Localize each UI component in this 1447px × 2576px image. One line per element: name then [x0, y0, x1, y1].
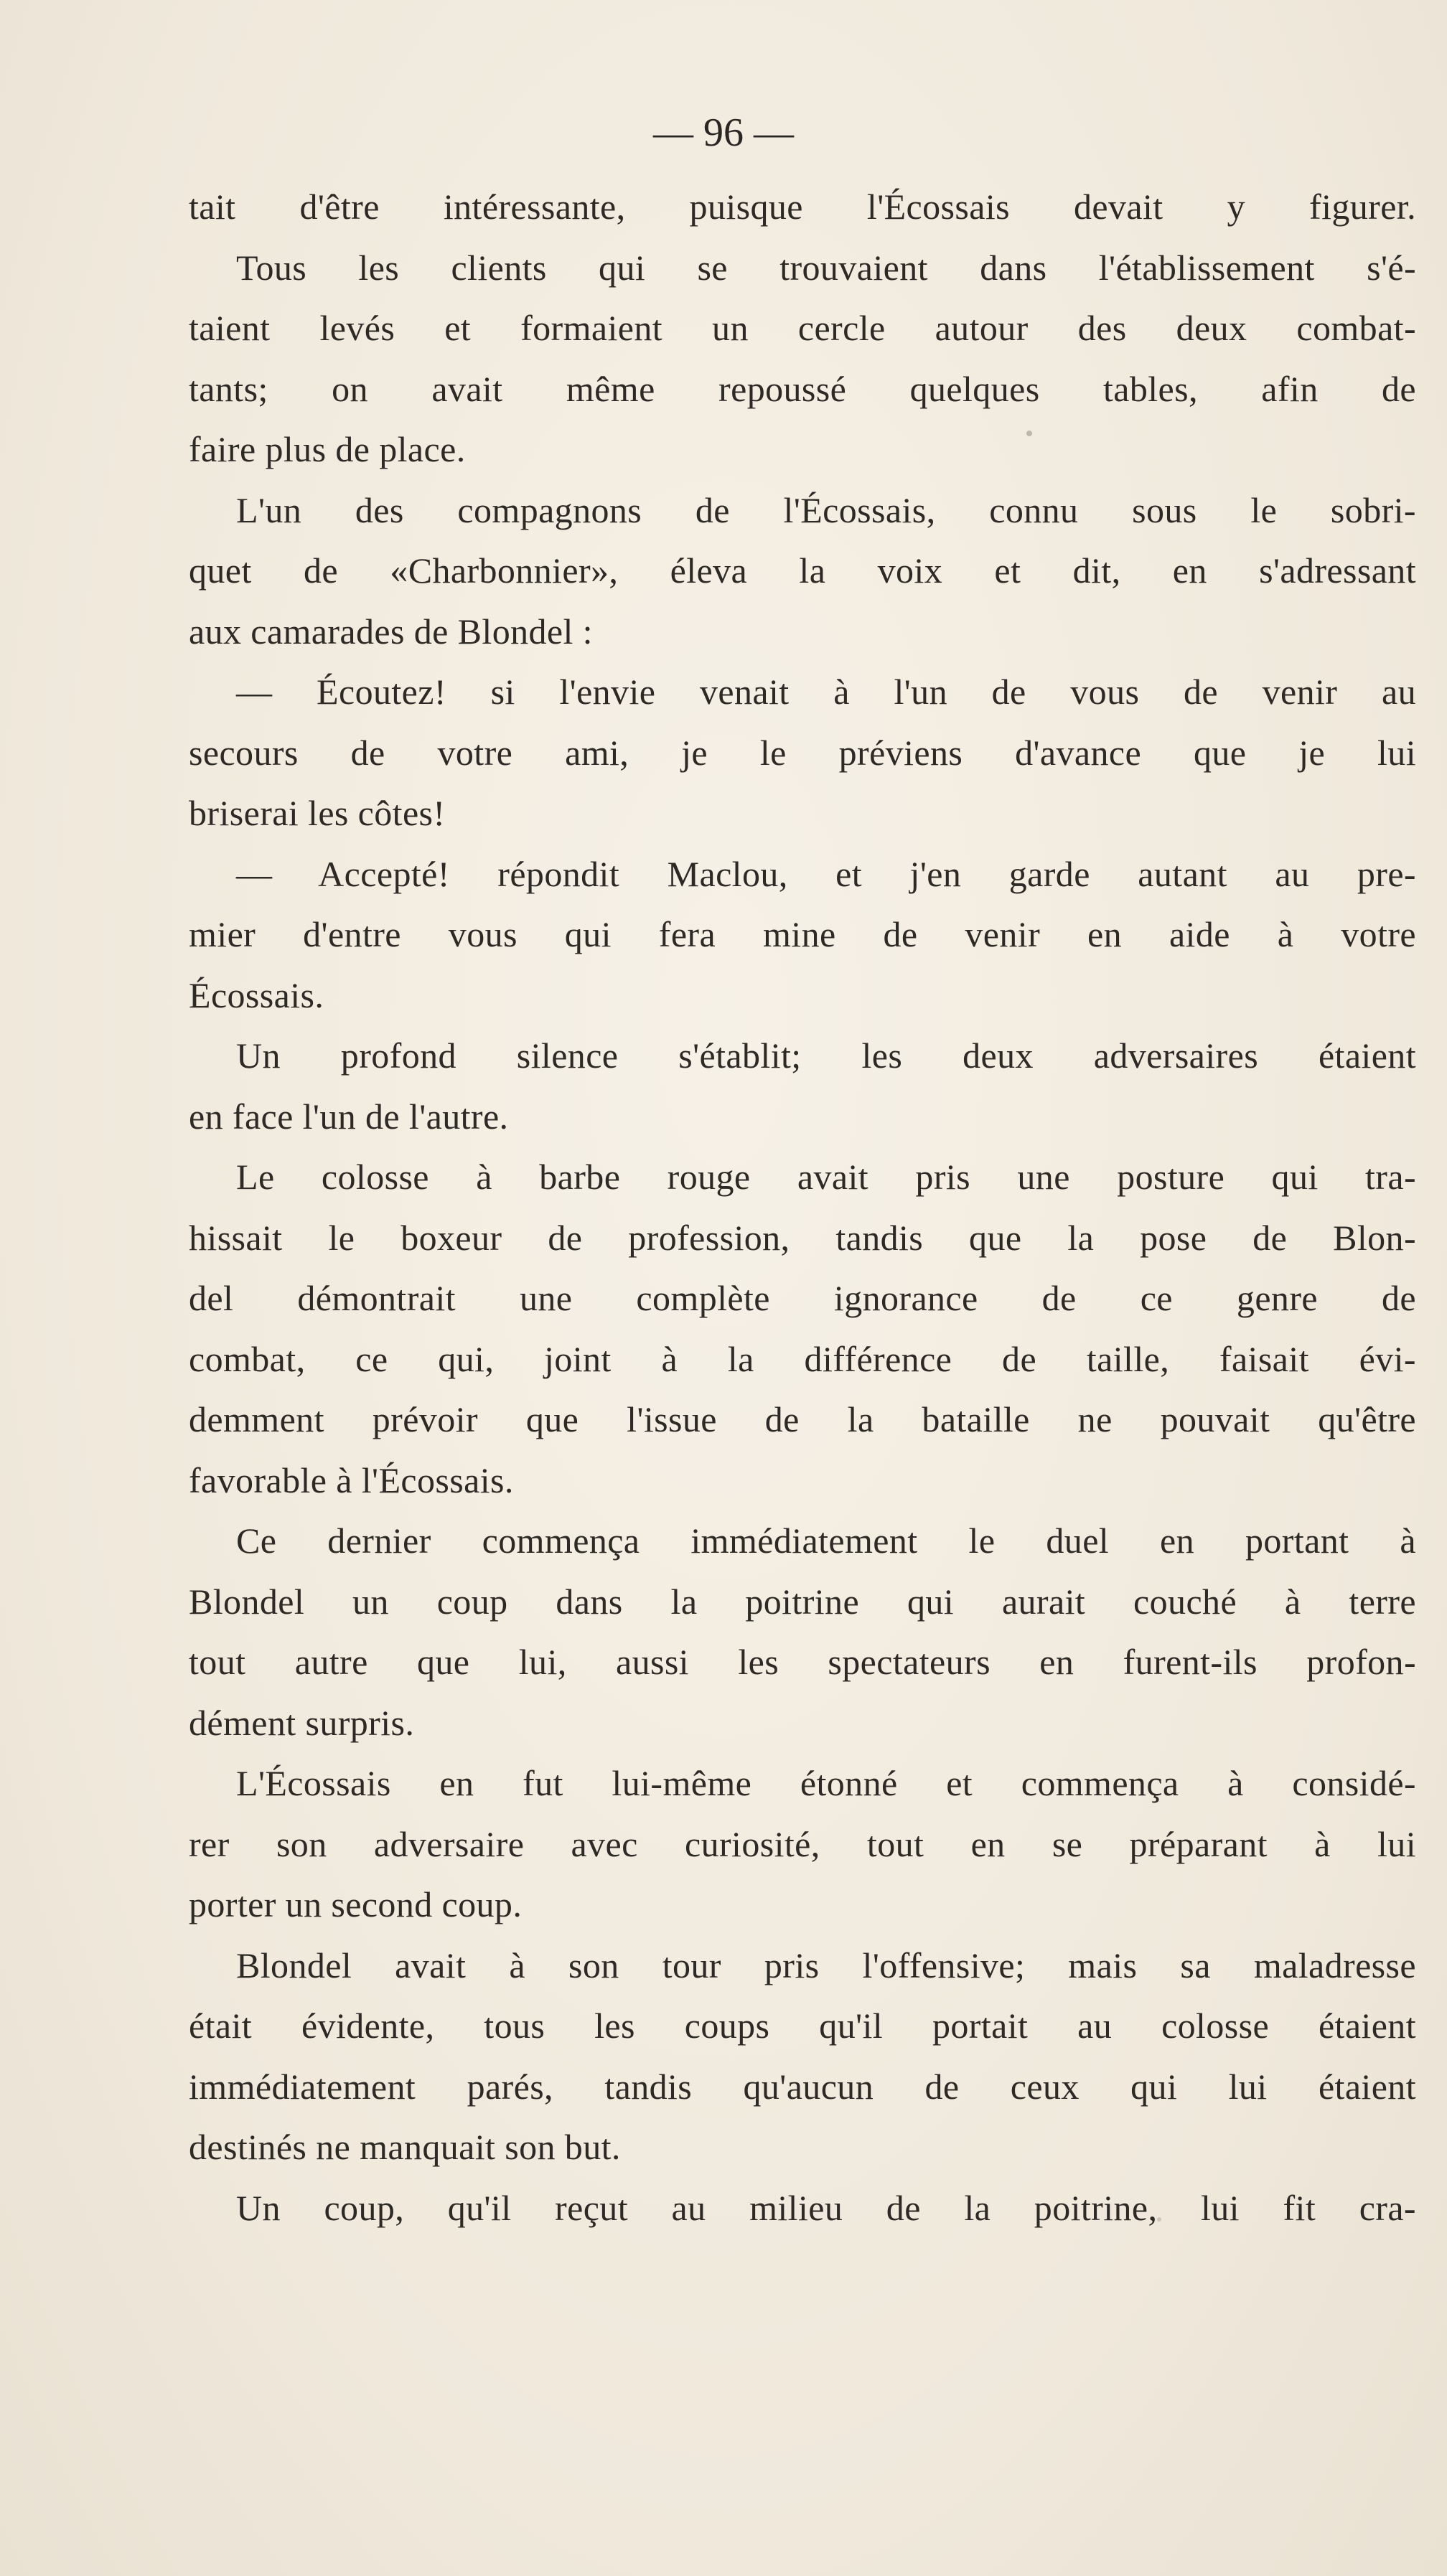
text-line: Le colosse à barbe rouge avait pris une posture qui tra-	[236, 1157, 1416, 1197]
text-line: L'un des compagnons de l'Écossais, connu sous le sobri-	[236, 489, 1416, 530]
text-line: destinés ne manquait son but.	[189, 2127, 621, 2167]
text-line: Blondel avait à son tour pris l'offensive; mais sa maladresse	[236, 1945, 1416, 1985]
text-line: dément surpris.	[189, 1702, 415, 1743]
text-line: favorable à l'Écossais.	[189, 1459, 514, 1500]
text-line: del démontrait une complète ignorance de ce genre de	[189, 1278, 1416, 1318]
text-line: Ce dernier commença immédiatement le duel en portant à	[236, 1520, 1416, 1561]
text-line: aux camarades de Blondel :	[189, 611, 593, 652]
text-line: porter un second coup.	[189, 1884, 523, 1924]
text-line: mier d'entre vous qui fera mine de venir en aide à votre	[189, 914, 1416, 954]
text-line: immédiatement parés, tandis qu'aucun de ceux qui lui étaient	[189, 2066, 1416, 2107]
text-line: tait d'être intéressante, puisque l'Écossais devait y figurer.	[189, 187, 1416, 227]
text-line: — Accepté! répondit Maclou, et j'en garde autant au pre-	[236, 853, 1416, 894]
text-line: tout autre que lui, aussi les spectateurs en furent-ils profon-	[189, 1642, 1416, 1682]
text-line: Écossais.	[189, 974, 324, 1015]
text-line: était évidente, tous les coups qu'il portait au colosse étaient	[189, 2006, 1416, 2046]
text-line: quet de «Charbonnier», éleva la voix et dit, en s'adressant	[189, 550, 1416, 591]
body-text	[189, 177, 1416, 2238]
paper-speck	[1157, 2217, 1161, 2222]
text-line: briserai les côtes!	[189, 793, 446, 833]
text-line: hissait le boxeur de profession, tandis que la pose de Blon-	[189, 1217, 1416, 1258]
paper-speck	[1026, 431, 1032, 436]
text-line: en face l'un de l'autre.	[189, 1096, 509, 1137]
text-line: secours de votre ami, je le préviens d'avance que je lui	[189, 732, 1416, 773]
page-number: — 96 —	[653, 111, 794, 155]
text-line: faire plus de place.	[189, 429, 466, 469]
text-line: — Écoutez! si l'envie venait à l'un de vous de venir au	[236, 672, 1416, 712]
text-line: taient levés et formaient un cercle autour des deux combat-	[189, 308, 1416, 348]
text-line: Un coup, qu'il reçut au milieu de la poitrine, lui fit cra-	[236, 2187, 1416, 2228]
text-line: combat, ce qui, joint à la différence de taille, faisait évi-	[189, 1338, 1416, 1379]
text-line: L'Écossais en fut lui-même étonné et commença à considé-	[236, 1763, 1416, 1803]
text-line: Blondel un coup dans la poitrine qui aurait couché à terre	[189, 1581, 1416, 1622]
text-line: demment prévoir que l'issue de la bataille ne pouvait qu'être	[189, 1399, 1416, 1439]
text-line: rer son adversaire avec curiosité, tout en se préparant à lui	[189, 1823, 1416, 1864]
text-line: Un profond silence s'établit; les deux adversaires étaient	[236, 1035, 1416, 1076]
text-line: Tous les clients qui se trouvaient dans l'établissement s'é-	[236, 247, 1416, 288]
text-line: tants; on avait même repoussé quelques tables, afin de	[189, 368, 1416, 409]
